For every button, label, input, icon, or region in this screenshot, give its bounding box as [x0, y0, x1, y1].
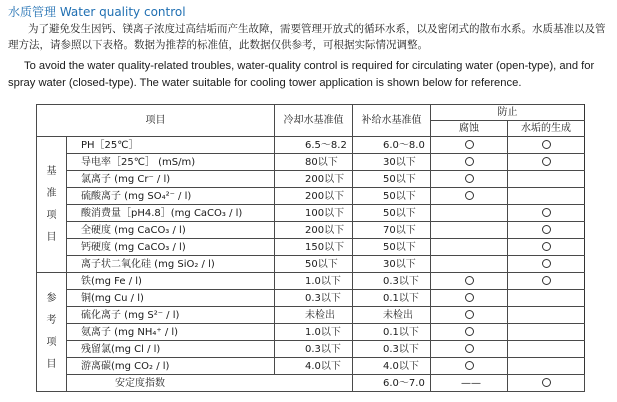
table-row [37, 171, 585, 188]
table-row [37, 375, 585, 392]
circle-mark-icon [465, 276, 474, 285]
circle-mark-icon [465, 327, 474, 336]
cell-corrosion [431, 239, 508, 256]
group-label-char: 基 [46, 165, 57, 177]
cell-item: 安定度指数 [67, 375, 353, 392]
circle-mark-icon [465, 361, 474, 370]
circle-mark-icon [465, 191, 474, 200]
cell-makeup: 0.3以下 [353, 341, 431, 358]
cell-makeup: 0.1以下 [353, 290, 431, 307]
table-row [37, 256, 585, 273]
group-label-char: 项 [46, 209, 57, 221]
table-row [37, 137, 585, 154]
cell-cooling: 50以下 [275, 256, 353, 273]
table-row [37, 341, 585, 358]
cell-makeup: 0.3以下 [353, 273, 431, 290]
cell-makeup: 50以下 [353, 188, 431, 205]
cell-item: 游离碳(mg CO₂ / l) [67, 358, 275, 375]
cell-makeup: 50以下 [353, 171, 431, 188]
table-row [37, 307, 585, 324]
header-item: 项目 [37, 105, 275, 137]
table-row [37, 290, 585, 307]
table-row [37, 358, 585, 375]
cell-cooling: 80以下 [275, 154, 353, 171]
cell-cooling: 未检出 [275, 307, 353, 324]
cell-cooling: 1.0以下 [275, 273, 353, 290]
cell-cooling: 200以下 [275, 222, 353, 239]
cell-cooling: 100以下 [275, 205, 353, 222]
circle-mark-icon [542, 259, 551, 268]
cell-item: 铜(mg Cu / l) [67, 290, 275, 307]
water-quality-table [36, 104, 585, 392]
cell-scale [508, 188, 585, 205]
cell-cooling: 6.0～7.0 [353, 375, 431, 392]
header-corrosion: 腐蚀 [431, 121, 508, 137]
circle-mark-icon [465, 174, 474, 183]
cell-cooling: 0.3以下 [275, 290, 353, 307]
cell-scale [508, 324, 585, 341]
cell-corrosion [508, 375, 585, 392]
table-row [37, 188, 585, 205]
table-row [37, 324, 585, 341]
cell-scale [508, 307, 585, 324]
cell-makeup: 30以下 [353, 154, 431, 171]
cell-scale [508, 171, 585, 188]
circle-mark-icon [465, 344, 474, 353]
cell-corrosion [431, 137, 508, 154]
circle-mark-icon [542, 140, 551, 149]
group-label-char: 目 [46, 359, 57, 370]
cell-cooling: 6.5～8.2 [275, 137, 353, 154]
cell-item: 酸消费量［pH4.8］(mg CaCO₃ / l) [67, 205, 275, 222]
cell-cooling: 1.0以下 [275, 324, 353, 341]
cell-scale [508, 256, 585, 273]
cell-corrosion [431, 188, 508, 205]
table-row [37, 273, 585, 290]
cell-scale [508, 358, 585, 375]
circle-mark-icon [465, 293, 474, 302]
group-label-reference [37, 273, 67, 392]
cell-makeup: 30以下 [353, 256, 431, 273]
cell-makeup: 50以下 [353, 239, 431, 256]
cell-item: 全硬度 (mg CaCO₃ / l) [67, 222, 275, 239]
table-row [37, 239, 585, 256]
cell-cooling: 200以下 [275, 188, 353, 205]
group-label-standard [37, 137, 67, 273]
circle-mark-icon [542, 225, 551, 234]
cell-cooling: 200以下 [275, 171, 353, 188]
circle-mark-icon [542, 378, 551, 387]
cell-makeup: 4.0以下 [353, 358, 431, 375]
cell-makeup: 50以下 [353, 205, 431, 222]
cell-corrosion [431, 222, 508, 239]
cell-item: 离子状二氧化硅 (mg SiO₂ / l) [67, 256, 275, 273]
cell-scale [508, 222, 585, 239]
cell-corrosion [431, 256, 508, 273]
cell-scale [508, 137, 585, 154]
cell-makeup: 70以下 [353, 222, 431, 239]
circle-mark-icon [542, 157, 551, 166]
group-label-char: 项 [46, 337, 57, 348]
cell-corrosion [431, 324, 508, 341]
cell-corrosion [431, 171, 508, 188]
header-prevent: 防止 [431, 105, 585, 121]
cell-cooling: 0.3以下 [275, 341, 353, 358]
cell-item: 硫化离子 (mg S²⁻ / l) [67, 307, 275, 324]
cell-corrosion [431, 290, 508, 307]
cell-item: PH［25℃］ [67, 137, 275, 154]
table-header-row [37, 105, 585, 121]
cell-corrosion [431, 154, 508, 171]
circle-mark-icon [465, 157, 474, 166]
circle-mark-icon [542, 276, 551, 285]
cell-makeup: 6.0～8.0 [353, 137, 431, 154]
circle-mark-icon [465, 310, 474, 319]
cell-item: 钙硬度 (mg CaCO₃ / l) [67, 239, 275, 256]
cell-corrosion [431, 307, 508, 324]
cell-cooling: 150以下 [275, 239, 353, 256]
cell-scale [508, 205, 585, 222]
circle-mark-icon [465, 140, 474, 149]
intro-paragraph-cn: 为了避免发生因钙、镁离子浓度过高结垢而产生故障，需要管理开放式的循环水系，以及密闭式的散布水系。水质基准以及管理方法，请参照以下表格。数据为推荐的标准值，此数据仅供参考，可根据实际情况调整。 [8, 23, 606, 51]
header-makeup: 补给水基准值 [353, 105, 431, 137]
cell-cooling: 4.0以下 [275, 358, 353, 375]
cell-scale [508, 290, 585, 307]
intro-paragraph-en: To avoid the water quality-related troubles, water-quality control is required for circulating water (open-type), and for spray water (closed-type). The water suitable for cooling tower application is shown below for reference. [8, 60, 595, 89]
cell-scale [508, 154, 585, 171]
cell-corrosion [431, 273, 508, 290]
group-label-char: 准 [46, 187, 57, 199]
cell-corrosion [431, 205, 508, 222]
circle-mark-icon [542, 242, 551, 251]
cell-makeup: 0.1以下 [353, 324, 431, 341]
cell-scale [508, 239, 585, 256]
header-scale: 水垢的生成 [508, 121, 585, 137]
group-label-char: 目 [46, 231, 57, 243]
cell-item: 铁(mg Fe / l) [67, 273, 275, 290]
cell-corrosion [431, 358, 508, 375]
cell-makeup: —— [431, 375, 508, 392]
circle-mark-icon [542, 208, 551, 217]
cell-item: 硫酸离子 (mg SO₄²⁻ / l) [67, 188, 275, 205]
cell-makeup: 未检出 [353, 307, 431, 324]
table-row [37, 154, 585, 171]
cell-item: 导电率［25℃］ (mS/m) [67, 154, 275, 171]
cell-scale [508, 341, 585, 358]
cell-scale [508, 273, 585, 290]
cell-item: 氨离子 (mg NH₄⁺ / l) [67, 324, 275, 341]
page-title: 水质管理 Water quality control [8, 5, 186, 19]
table-row [37, 222, 585, 239]
header-cooling: 冷却水基准值 [275, 105, 353, 137]
group-label-char: 参 [46, 293, 57, 304]
cell-corrosion [431, 341, 508, 358]
cell-item: 残留氯(mg Cl / l) [67, 341, 275, 358]
cell-item: 氯离子 (mg Cr⁻ / l) [67, 171, 275, 188]
table-row [37, 205, 585, 222]
group-label-char: 考 [46, 315, 57, 326]
